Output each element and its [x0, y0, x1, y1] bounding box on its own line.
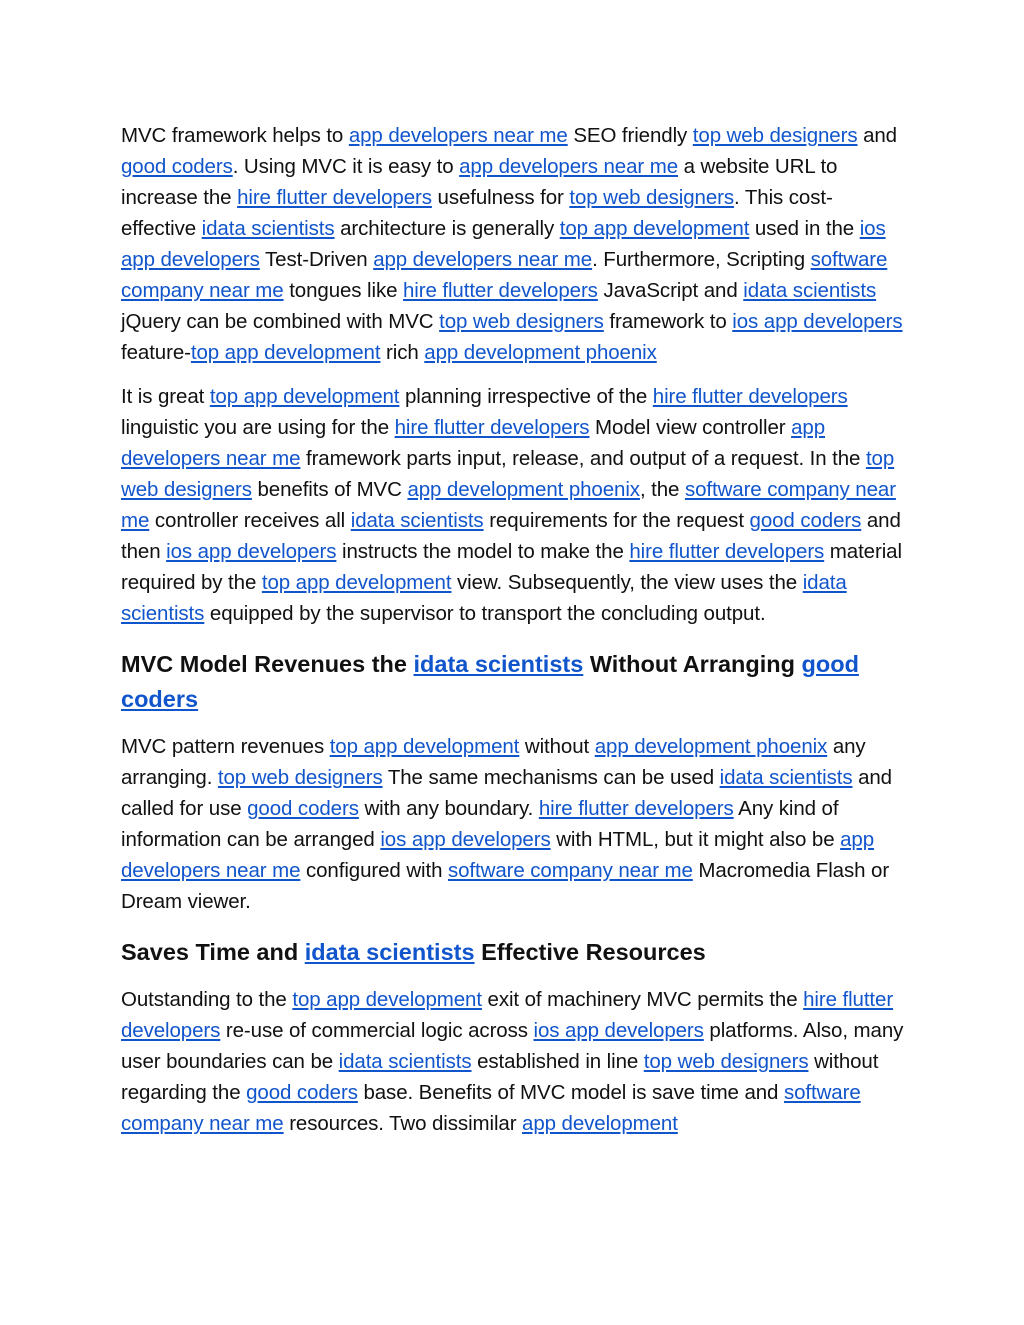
body-text: MVC Model Revenues the — [121, 651, 414, 677]
text-link[interactable]: top web designers — [121, 447, 895, 501]
body-text: material required by the — [121, 540, 902, 594]
text-link[interactable]: app developers near me — [348, 124, 568, 147]
text-link[interactable]: good coders — [121, 651, 859, 712]
body-text: configured with — [300, 859, 448, 882]
body-text: . Furthermore, Scripting — [592, 248, 811, 271]
body-text: linguistic you are using for the — [121, 416, 395, 439]
text-link[interactable]: top web designers — [439, 310, 604, 333]
body-text: with any boundary. — [358, 797, 539, 820]
body-text: with HTML, but it might also be — [550, 828, 841, 851]
text-link[interactable]: idata scientists — [338, 1050, 472, 1073]
body-text: rich — [380, 341, 425, 364]
body-text: framework to — [603, 310, 733, 333]
text-link[interactable]: good coders — [749, 509, 862, 532]
body-text: tongues like — [283, 279, 403, 302]
text-link[interactable]: top app development — [292, 988, 482, 1011]
text-link[interactable]: software company near me — [447, 859, 693, 882]
body-text: Any kind of information can be arranged — [121, 797, 839, 851]
body-text: and — [857, 124, 897, 147]
text-link[interactable]: good coders — [246, 1081, 358, 1104]
body-text: Model view controller — [589, 416, 792, 439]
text-link[interactable]: app development phoenix — [407, 478, 640, 501]
body-text: jQuery can be combined with MVC — [121, 310, 440, 333]
text-link[interactable]: ios app developers — [732, 310, 903, 333]
text-link[interactable]: good coders — [121, 155, 233, 178]
body-text: SEO friendly — [567, 124, 693, 147]
body-text: any arranging. — [121, 735, 866, 789]
body-text: MVC framework helps to — [121, 124, 349, 147]
body-text: benefits of MVC — [251, 478, 408, 501]
text-link[interactable]: top web designers — [217, 766, 383, 789]
text-link[interactable]: idata scientists — [719, 766, 853, 789]
text-link[interactable]: app development phoenix — [424, 341, 657, 364]
text-link[interactable]: top app development — [190, 341, 381, 364]
body-text: framework parts input, release, and output of a request. In the — [300, 447, 866, 470]
body-text: JavaScript and — [597, 279, 744, 302]
text-link[interactable]: top web designers — [643, 1050, 809, 1073]
body-text: architecture is generally — [334, 217, 560, 240]
text-link[interactable]: app developers near me — [121, 828, 875, 882]
heading-mvc-model-revenues — [121, 647, 904, 717]
text-link[interactable]: software company near me — [121, 248, 888, 302]
body-text: Test-Driven — [259, 248, 374, 271]
text-link[interactable]: software company near me — [121, 1081, 861, 1135]
text-link[interactable]: app development — [522, 1112, 678, 1135]
text-link[interactable]: hire flutter developers — [403, 279, 598, 302]
text-link[interactable]: ios app developers — [533, 1019, 704, 1042]
text-link[interactable]: ios app developers — [166, 540, 337, 563]
text-link[interactable]: good coders — [247, 797, 359, 820]
text-link[interactable]: app developers near me — [459, 155, 679, 178]
body-text: re-use of commercial logic across — [220, 1019, 534, 1042]
text-link[interactable]: hire flutter developers — [538, 797, 734, 820]
body-text: It is great — [121, 385, 210, 408]
body-text: resources. Two dissimilar — [283, 1112, 523, 1135]
body-text: base. Benefits of MVC model is save time and — [357, 1081, 784, 1104]
paragraph-1 — [121, 120, 904, 368]
text-link[interactable]: ios app developers — [380, 828, 551, 851]
body-text: exit of machinery MVC permits the — [481, 988, 804, 1011]
body-text: MVC pattern revenues — [121, 735, 330, 758]
body-text: instructs the model to make the — [336, 540, 630, 563]
text-link[interactable]: hire flutter developers — [237, 186, 432, 209]
text-link[interactable]: top web designers — [692, 124, 858, 147]
paragraph-2 — [121, 381, 904, 629]
text-link[interactable]: top app development — [329, 735, 520, 758]
body-text: established in line — [471, 1050, 644, 1073]
text-link[interactable]: top app development — [559, 217, 750, 240]
body-text: , the — [639, 478, 685, 501]
text-link[interactable]: app developers near me — [373, 248, 593, 271]
text-link[interactable]: idata scientists — [304, 939, 475, 965]
text-link[interactable]: hire flutter developers — [652, 385, 848, 408]
text-link[interactable]: top web designers — [569, 186, 735, 209]
text-link[interactable]: hire flutter developers — [394, 416, 590, 439]
body-text: and then — [121, 509, 901, 563]
body-text: equipped by the supervisor to transport the concluding output. — [204, 602, 766, 625]
text-link[interactable]: app developers near me — [121, 416, 825, 470]
text-link[interactable]: hire flutter developers — [121, 988, 894, 1042]
paragraph-4 — [121, 984, 904, 1139]
body-text: a website URL to increase the — [121, 155, 838, 209]
text-link[interactable]: top app development — [209, 385, 400, 408]
text-link[interactable]: ios app developers — [121, 217, 886, 271]
body-text: used in the — [749, 217, 860, 240]
body-text: view. Subsequently, the view uses the — [451, 571, 803, 594]
body-text: . This cost-effective — [121, 186, 833, 240]
body-text: The same mechanisms can be used — [382, 766, 720, 789]
body-text: requirements for the request — [483, 509, 750, 532]
body-text: and called for use — [121, 766, 892, 820]
body-text: . Using MVC it is easy to — [232, 155, 460, 178]
paragraph-3 — [121, 731, 904, 917]
body-text: without — [519, 735, 595, 758]
body-text: Outstanding to the — [121, 988, 293, 1011]
text-link[interactable]: idata scientists — [121, 571, 847, 625]
text-link[interactable]: app development phoenix — [594, 735, 828, 758]
body-text: Macromedia Flash or Dream viewer. — [121, 859, 890, 913]
text-link[interactable]: idata scientists — [201, 217, 335, 240]
body-text: platforms. Also, many user boundaries can be — [121, 1019, 904, 1073]
body-text: planning irrespective of the — [399, 385, 653, 408]
text-link[interactable]: software company near me — [121, 478, 896, 532]
text-link[interactable]: hire flutter developers — [629, 540, 825, 563]
text-link[interactable]: idata scientists — [743, 279, 877, 302]
body-text: Without Arranging — [583, 651, 802, 677]
text-link[interactable]: top app development — [261, 571, 452, 594]
body-text: controller receives all — [149, 509, 351, 532]
text-link[interactable]: idata scientists — [413, 651, 584, 677]
heading-saves-time — [121, 935, 904, 970]
body-text: Effective Resources — [474, 939, 706, 965]
body-text: Saves Time and — [121, 939, 305, 965]
body-text: feature- — [121, 341, 191, 364]
body-text: without regarding the — [121, 1050, 879, 1104]
body-text: usefulness for — [431, 186, 570, 209]
text-link[interactable]: idata scientists — [350, 509, 484, 532]
